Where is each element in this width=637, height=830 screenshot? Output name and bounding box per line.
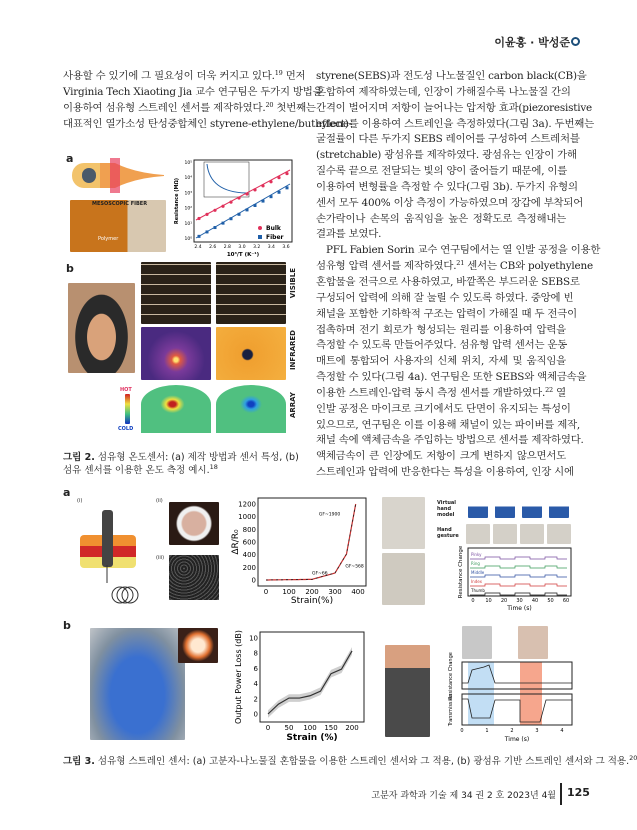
y-tick-label: 4 <box>253 680 258 689</box>
y-tick-label: 10² <box>184 206 192 212</box>
text-run: 첫번째는 <box>273 101 316 114</box>
x-tick-label: 4 <box>560 728 564 734</box>
data-point-bulk <box>213 209 216 212</box>
y-axis-label: Resistance (MΩ) <box>174 177 180 225</box>
text-line <box>316 275 580 291</box>
text-run: 손가락이나 손목의 움직임을 높은 정확도로 측정해내는 <box>316 212 566 225</box>
left-column-text <box>63 69 353 132</box>
data-point-fiber <box>278 191 281 194</box>
data-point-fiber <box>270 195 273 198</box>
text-line <box>316 101 592 117</box>
data-point-bulk <box>285 172 288 175</box>
sublabel-iii: (iii) <box>156 555 165 561</box>
text-run: PFL Fabien Sorin 교수 연구팀에서는 열 인발 공정을 이용한 <box>326 244 601 257</box>
finger-signal <box>470 575 567 577</box>
row-label-infrared: INFRARED <box>289 330 297 371</box>
text-line <box>316 307 577 323</box>
x-axis-label: Time (s) <box>504 736 530 743</box>
gf-annotation: GF~568 <box>345 564 364 570</box>
legend-label: Bulk <box>266 225 281 232</box>
y-tick-label: 0 <box>253 710 258 719</box>
y-tick-label: 10 <box>249 634 258 643</box>
text-line <box>316 449 566 465</box>
text-line <box>316 243 601 259</box>
text-line <box>316 132 580 148</box>
text-run: 간격이 벌어지며 저항이 늘어나는 압저항 효과(piezoresistive <box>316 101 592 114</box>
reference-superscript: 19 <box>274 69 283 77</box>
sem-surface-image <box>169 555 219 600</box>
y-tick-label: 6 <box>253 664 258 673</box>
resistance-vs-temperature-plot <box>172 155 297 260</box>
y-tick-label: 10¹ <box>184 221 192 227</box>
text-run: Virginia Tech Xiaoting Jia 교수 연구팀은 두가지 방법을 <box>63 85 323 98</box>
row-label-array: ARRAY <box>289 392 297 419</box>
data-point-fiber <box>254 204 257 207</box>
finger-label: Middle <box>471 570 485 575</box>
finger-signal <box>470 566 567 568</box>
x-tick-label: 0 <box>265 724 271 732</box>
right-column-text <box>316 69 601 481</box>
data-point-fiber <box>230 217 233 220</box>
x-tick-label: 0 <box>263 588 269 596</box>
y-tick-label: 400 <box>242 551 256 560</box>
y-tick-label: 10⁵ <box>184 161 192 166</box>
footer-journal-info: 고분자 과학과 기술 제 34 권 2 호 2023년 4월 <box>371 791 556 801</box>
infrared-image-hot <box>141 327 211 380</box>
panel-label-a: a <box>66 152 74 165</box>
y-tick-label: 1000 <box>238 513 256 522</box>
fiber-core <box>82 168 96 183</box>
text-line <box>316 370 587 386</box>
finger-label: Index <box>471 579 483 584</box>
y-axis-label: Resistance Change <box>458 545 464 599</box>
text-run: 매트에 통합되어 사용자의 신체 위치, 자세 및 움직임을 <box>316 355 566 368</box>
text-line <box>316 323 566 339</box>
panel-label-a: a <box>63 486 71 499</box>
text-line <box>63 117 353 133</box>
finger-label: Thumb <box>471 588 485 593</box>
running-header-authors: 이윤홍 · 박성준 <box>494 36 570 49</box>
infrared-image-cold <box>216 327 286 380</box>
figure-2-caption <box>63 451 303 477</box>
hand-gesture-label: Hand gesture <box>437 527 459 539</box>
y-axis-label: ΔR/R₀ <box>231 529 241 555</box>
finger-label: Pinky <box>471 552 482 557</box>
x-tick-label: 3.4 <box>267 245 275 250</box>
text-line <box>316 148 577 164</box>
text-line <box>316 386 566 402</box>
caption-text: 섬유형 온도센서: (a) 제작 방법과 센서 특성, (b) 섬유 센서를 이용한 온도 측정 예시. <box>63 452 299 476</box>
x-tick-label: 30 <box>516 598 523 604</box>
finger-resistance-plot <box>440 546 575 612</box>
glove-photo-top <box>382 497 425 549</box>
fiber-preform <box>102 510 113 567</box>
x-tick-label: 0 <box>471 598 475 604</box>
finger-signal <box>470 584 567 586</box>
response-curve <box>266 504 356 580</box>
text-line <box>316 354 566 370</box>
x-tick-label: 200 <box>345 724 359 732</box>
sublabel-i: (i) <box>77 498 83 504</box>
text-run: 채널 속에 액체금속을 주입하는 방법으로 센서를 제작하였다. <box>316 434 584 447</box>
y-tick-label: 8 <box>253 649 258 658</box>
fiber-drawing-illustration <box>100 158 165 193</box>
x-tick-label: 1 <box>485 728 489 734</box>
data-point-fiber <box>286 186 289 189</box>
text-run: 센서는 CB와 polyethylene <box>464 260 593 273</box>
text-run: 이용하여 섬유형 스트레인 센서를 제작하였다. <box>63 101 266 114</box>
data-point-bulk <box>269 180 272 183</box>
wrist-flex-photo-1 <box>462 626 492 659</box>
text-line <box>63 69 306 85</box>
y-tick-label: 200 <box>242 563 256 572</box>
fiber-light-inset <box>178 628 218 663</box>
data-point-fiber <box>206 230 209 233</box>
data-point-bulk <box>205 213 208 216</box>
text-run: (stretchable) 광섬유를 제작하였다. 광섬유는 인장이 가해 <box>316 149 577 162</box>
text-line <box>316 180 578 196</box>
wrist-sleeve-photo <box>385 645 430 737</box>
x-tick-label: 150 <box>324 724 338 732</box>
x-tick-label: 40 <box>531 598 539 604</box>
glove-photo-sensor <box>382 553 425 605</box>
data-point-fiber <box>214 226 217 229</box>
finger-signal <box>470 593 567 595</box>
mesoscopic-fiber-label: MESOSCOPIC FIBER <box>92 201 148 207</box>
y-axis-label: Output Power Loss (dB) <box>234 630 243 724</box>
data-point-fiber <box>198 235 201 238</box>
x-tick-label: 3.6 <box>282 245 290 250</box>
panel-label-b: b <box>63 619 71 632</box>
text-line <box>316 291 574 307</box>
text-run: 질수록 끝으로 전달되는 빛의 양이 줄어들기 때문에, 이를 <box>316 165 568 178</box>
sublabel-ii: (ii) <box>156 498 163 504</box>
x-tick-label: 300 <box>328 588 342 596</box>
text-line <box>316 212 566 228</box>
data-point-fiber <box>238 213 241 216</box>
text-run: 측정할 수 있도록 만들어주었다. 섬유형 압력 센서는 운동 <box>316 339 568 352</box>
text-run: 섬유형 압력 센서를 제작하였다. <box>316 260 457 273</box>
text-line <box>316 69 587 85</box>
data-point-fiber <box>246 208 249 211</box>
text-run: 채널을 포함한 기하학적 구조는 압력이 가해질 때 두 전극이 <box>316 307 577 320</box>
wrist-flex-photo-2 <box>518 626 548 659</box>
x-tick-label: 3.0 <box>238 245 246 250</box>
gloved-hand-photo <box>90 628 185 740</box>
array-map-hot <box>141 385 211 433</box>
virtual-hand-icon <box>522 499 542 518</box>
text-run: 인발 공정은 마이크로 크기에서도 단면이 유지되는 특성이 <box>316 402 571 415</box>
strain-response-plot <box>230 494 370 612</box>
data-point-bulk <box>253 188 256 191</box>
y-tick-label: 10⁴ <box>184 176 192 182</box>
figure-3-caption <box>63 754 637 768</box>
x-tick-label: 0 <box>460 728 464 734</box>
gf-annotation: GF~66 <box>312 571 328 577</box>
x-tick-label: 100 <box>282 588 296 596</box>
power-loss-plot <box>232 618 372 746</box>
x-tick-label: 2.6 <box>209 245 217 250</box>
virtual-hand-icon <box>549 499 569 518</box>
y-tick-label: 600 <box>242 538 256 547</box>
error-band <box>268 647 352 718</box>
x-axis-label: Time (s) <box>507 605 532 612</box>
data-point-fiber <box>222 222 225 225</box>
data-point-bulk <box>221 205 224 208</box>
finger-signal <box>470 557 567 559</box>
gf-annotation: GF~1900 <box>318 512 341 518</box>
finger-label: Ring <box>471 561 480 566</box>
x-axis-label: Strain(%) <box>290 596 334 606</box>
measured-points <box>266 504 356 580</box>
wrist-signal-plot <box>440 652 575 746</box>
legend-marker <box>258 226 262 230</box>
array-map-cold <box>216 385 286 433</box>
data-point-bulk <box>229 201 232 204</box>
panel-label-b: b <box>66 262 74 275</box>
x-tick-label: 2.8 <box>223 245 231 250</box>
x-tick-label: 50 <box>284 724 294 732</box>
mannequin-head-photo <box>68 283 135 373</box>
y-tick-label: 1200 <box>238 500 256 509</box>
y-tick-label: 800 <box>242 525 256 534</box>
text-run: 먼저 <box>282 70 306 82</box>
x-tick-label: 10 <box>485 598 492 604</box>
text-run: 사용할 수 있기에 그 필요성이 더욱 커지고 있다. <box>63 70 275 82</box>
text-run: 혼합물을 전극으로 사용하였고, 바깥쪽은 부드러운 SEBS로 <box>316 275 580 288</box>
x-tick-label: 3.2 <box>253 245 261 250</box>
text-line <box>316 196 584 212</box>
x-tick-label: 20 <box>500 598 508 604</box>
legend-label: Fiber <box>266 234 284 241</box>
text-run: 굴절률이 다른 두가지 SEBS 레이어를 구성하여 스트레처블 <box>316 133 580 146</box>
data-point-bulk <box>197 217 200 220</box>
hand-gesture-photo <box>520 524 544 544</box>
x-axis-label: Strain (%) <box>286 733 338 743</box>
page-number: 125 <box>567 786 590 799</box>
caption-ref: 18 <box>209 463 218 471</box>
text-run: 액체금속이 큰 인장에도 저항이 크게 변하지 않으면서도 <box>316 450 566 463</box>
text-line <box>316 259 593 275</box>
y-tick-label: 10³ <box>184 191 192 197</box>
text-line <box>63 85 323 101</box>
visible-photo-touch <box>141 262 211 324</box>
text-line <box>316 465 574 481</box>
y-tick-label: 0 <box>251 576 256 585</box>
virtual-hand-icon <box>468 499 488 518</box>
text-line <box>316 338 566 354</box>
ring-bullet-icon <box>571 37 580 46</box>
caption-text: 섬유형 스트레인 센서: (a) 고분자-나노물질 혼합물을 이용한 스트레인 센서와 그 적용, (b) 광섬유 기반 스트레인 센서와 그 적용. <box>94 756 630 767</box>
text-run: 이용한 스트레인-압력 동시 측정 센서를 개발하였다. <box>316 386 546 399</box>
data-point-bulk <box>277 176 280 179</box>
text-run: 혼합하여 제작하였는데, 인장이 가해질수록 나노물질 간의 <box>316 85 571 98</box>
text-line <box>316 227 566 243</box>
footer-divider <box>560 783 562 805</box>
virtual-hand-icon <box>495 499 515 518</box>
x-tick-label: 3 <box>535 728 539 734</box>
y-tick-label: 2 <box>253 695 258 704</box>
x-tick-label: 400 <box>351 588 365 596</box>
polymer-label: Polymer <box>98 236 119 242</box>
caption-label: 그림 3. <box>63 756 95 767</box>
text-run: styrene(SEBS)과 전도성 나노물질인 carbon black(CB)을 <box>316 70 587 82</box>
reference-superscript: 21 <box>456 259 465 268</box>
mesoscopic-fiber-image <box>70 200 166 252</box>
colorbar-hot-label: HOT <box>120 387 132 393</box>
text-line <box>316 164 566 180</box>
text-run: effect)를 이용하여 스트레인을 측정하였다(그림 3a). 두번째는 <box>316 117 594 130</box>
text-run: 열 <box>552 386 566 399</box>
x-axis-label: 10³/T (K⁻¹) <box>226 252 260 258</box>
text-run: 결과를 보였다. <box>316 228 382 241</box>
text-run: 접촉하며 전기 회로가 형성되는 원리를 이용하여 압력을 <box>316 323 566 336</box>
hand-gesture-photo <box>466 524 490 544</box>
x-tick-label: 200 <box>305 588 319 596</box>
data-point-fiber <box>262 200 265 203</box>
data-point-bulk <box>261 184 264 187</box>
text-run: 구성되어 압력에 의해 잘 눌릴 수 있도록 하였다. 중앙에 빈 <box>316 291 574 304</box>
caption-label: 그림 2. <box>63 452 95 463</box>
text-line <box>316 418 581 434</box>
drawn-fiber-coil <box>105 565 140 605</box>
transmission-axis-label: Transmission <box>448 693 454 727</box>
x-tick-label: 100 <box>303 724 317 732</box>
text-line <box>316 402 571 418</box>
x-tick-label: 50 <box>547 598 554 604</box>
legend-marker <box>258 235 262 239</box>
resistance-axis-label: Resistance Change <box>448 652 454 700</box>
reference-superscript: 22 <box>545 385 553 394</box>
text-run: 있으므로, 연구팀은 이를 이용해 채널이 있는 파이버를 제작, <box>316 418 581 431</box>
text-line <box>316 433 584 449</box>
data-point-bulk <box>237 196 240 199</box>
text-line <box>63 100 316 117</box>
row-label-visible: VISIBLE <box>289 268 297 299</box>
inset-plot <box>204 162 249 197</box>
text-run: 스트레인과 압력에 반응한다는 특성을 이용하여, 인장 시에 <box>316 466 574 479</box>
text-run: 측정할 수 있다(그림 4a). 연구팀은 또한 SEBS와 액체금속을 <box>316 371 587 384</box>
virtual-hand-label: Virtual hand model <box>437 500 456 518</box>
data-point-bulk <box>245 192 248 195</box>
text-run: 센서 모두 400% 이상 측정이 가능하였으며 장갑에 부착되어 <box>316 196 584 209</box>
hand-gesture-photo <box>493 524 517 544</box>
x-tick-label: 2 <box>510 728 514 734</box>
temperature-colorbar <box>125 394 130 424</box>
y-tick-label: 10⁰ <box>184 237 192 242</box>
text-line <box>316 117 594 133</box>
text-run: 대표적인 열가소성 탄성중합체인 styrene-ethylene/buthylene- <box>63 117 353 130</box>
fiber-cross-section-image <box>169 502 219 545</box>
hand-gesture-photo <box>547 524 571 544</box>
text-run: 이용하여 변형률을 측정할 수 있다(그림 3b). 두가지 유형의 <box>316 180 578 193</box>
reference-superscript: 20 <box>265 100 274 109</box>
visible-photo-cold <box>216 262 286 324</box>
x-tick-label: 2.4 <box>194 245 202 250</box>
caption-ref: 20 <box>629 754 637 762</box>
colorbar-cold-label: COLD <box>118 426 134 432</box>
x-tick-label: 60 <box>562 598 570 604</box>
text-line <box>316 85 571 101</box>
